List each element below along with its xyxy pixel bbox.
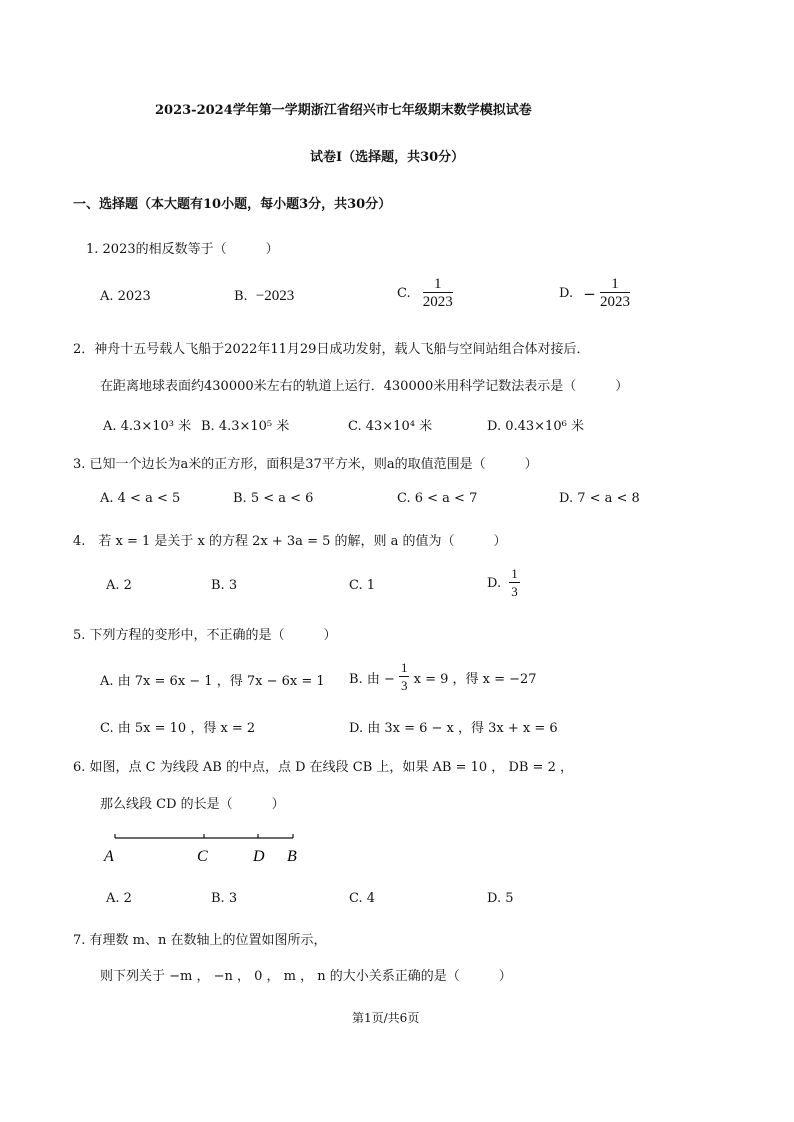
- q2-option-d: D. 0.43×10⁶ 米: [487, 419, 584, 434]
- q4-option-a: A. 2: [106, 578, 132, 593]
- question-1-stem: 1. 2023的相反数等于（ ）: [86, 242, 279, 257]
- question-2-line-1: 2．神舟十五号载人飞船于2022年11月29日成功发射，载人飞船与空间站组合体对接后．: [73, 342, 590, 357]
- q6-option-c: C. 4: [349, 891, 376, 906]
- q1-option-a: A. 2023: [100, 289, 151, 304]
- point-label-c: C: [197, 848, 208, 865]
- page-number: 第1页/共6页: [352, 1011, 420, 1025]
- question-2-line-2: 在距离地球表面约430000米左右的轨道上运行．430000米用科学记数法表示是（ ）: [100, 379, 629, 394]
- q6-option-a: A. 2: [106, 891, 132, 906]
- question-3-stem: 3. 已知一个边长为a米的正方形，面积是37平方米，则a的取值范围是（ ）: [73, 457, 538, 472]
- question-7-line-1: 7. 有理数 m、n 在数轴上的位置如图所示，: [73, 933, 327, 948]
- q5-option-a: A. 由 7x = 6x − 1 ，得 7x − 6x = 1: [100, 674, 325, 689]
- question-4-stem: 4. 若 x = 1 是关于 x 的方程 2x + 3a = 5 的解，则 a 的值为（ ）: [73, 534, 507, 549]
- question-6-line-2: 那么线段 CD 的长是（ ）: [100, 797, 285, 812]
- point-label-b: B: [287, 848, 297, 865]
- q6-option-d: D. 5: [487, 891, 514, 906]
- q5-option-d: D. 由 3x = 6 − x ，得 3x + x = 6: [349, 721, 558, 736]
- q5-option-b: B. 由 − $\frac{1}{3}$ x = 9 ，得 x = −27: [349, 660, 537, 693]
- q4-option-b: B. 3: [211, 578, 238, 593]
- q6-option-b: B. 3: [211, 891, 238, 906]
- point-label-d: D: [253, 848, 265, 865]
- point-label-a: A: [104, 848, 114, 865]
- segment-diagram: [100, 830, 310, 870]
- question-5-stem: 5. 下列方程的变形中，不正确的是（ ）: [73, 628, 337, 643]
- q1-option-d: D. − $\frac{1}{2023}$: [559, 276, 630, 310]
- q3-option-b: B. 5 < a < 6: [233, 491, 314, 506]
- q2-option-b: B. 4.3×10⁵ 米: [201, 419, 290, 434]
- question-6-line-1: 6. 如图，点 C 为线段 AB 的中点，点 D 在线段 CB 上，如果 AB = 10 ， DB = 2 ，: [73, 760, 573, 775]
- q4-option-d: D. $\frac{1}{3}$: [487, 566, 518, 599]
- q1-option-c: C. $\frac{1}{2023}$: [397, 276, 453, 310]
- q3-option-a: A. 4 < a < 5: [100, 491, 181, 506]
- section-subtitle: 试卷Ⅰ（选择题，共30分）: [310, 150, 465, 165]
- question-7-line-2: 则下列关于 −m ， −n ， 0 ， m ， n 的大小关系正确的是（ ）: [100, 969, 512, 984]
- q5-option-c: C. 由 5x = 10 ，得 x = 2: [100, 721, 256, 736]
- document-title: 2023-2024学年第一学期浙江省绍兴市七年级期末数学模拟试卷: [155, 103, 532, 118]
- q1-option-b: B. −2023: [234, 288, 295, 304]
- section-heading: 一、选择题（本大题有10小题，每小题3分，共30分）: [73, 197, 392, 212]
- q2-option-a: A. 4.3×10³ 米: [103, 419, 192, 434]
- q2-option-c: C. 43×10⁴ 米: [348, 419, 433, 434]
- q4-option-c: C. 1: [349, 578, 376, 593]
- q3-option-d: D. 7 < a < 8: [559, 491, 640, 506]
- q3-option-c: C. 6 < a < 7: [397, 491, 478, 506]
